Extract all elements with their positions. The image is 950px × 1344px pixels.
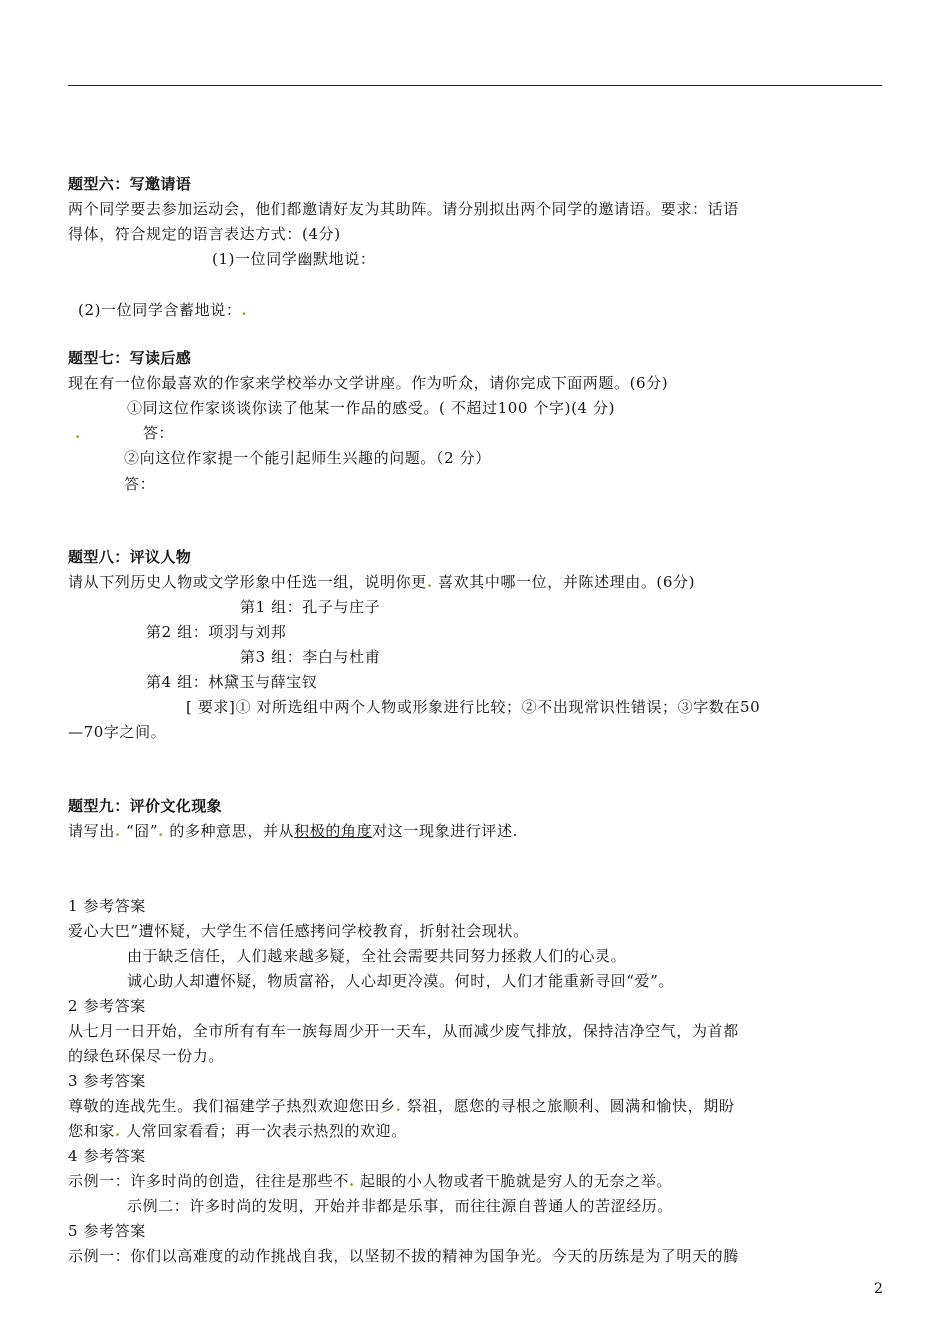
- answer-2-line-1: 从七月一日开始，全市所有有车一族每周少开一天车，从而减少废气排放，保持洁净空气，为首都: [68, 1022, 739, 1040]
- answer-2-line-2: 的绿色环保尽一份力。: [68, 1047, 225, 1065]
- section-7-line-4: ②向这位作家提一个能引起师生兴趣的问题。（2 分）: [124, 449, 491, 467]
- section-7-answer-label-2: 答：: [124, 475, 156, 493]
- section-heading-6: 题型六：写邀请语: [68, 175, 192, 193]
- section-9-line-1: [68, 821, 518, 841]
- page-number: 2: [874, 1281, 883, 1297]
- marker-dot: .: [348, 1172, 355, 1190]
- section-7-line-3: [75, 423, 174, 443]
- section-9-part-5: 对这一现象进行评述.: [372, 822, 518, 840]
- section-9-part-3: 的多种意思，并从: [169, 822, 295, 840]
- section-8-group-1: 第1 组：孔子与庄子: [240, 598, 381, 616]
- answer-3-line-2a: 您和家: [68, 1122, 115, 1140]
- answer-1-title: 1 参考答案: [68, 897, 146, 915]
- section-heading-9: 题型九：评价文化现象: [68, 797, 223, 815]
- answer-3-line-1: [68, 1096, 734, 1116]
- answer-4-line-2: 示例二：许多时尚的发明，开始并非都是乐事，而往往源自普通人的苦涩经历。: [127, 1197, 674, 1215]
- answer-1-line-1: 爱心大巴”遭怀疑，大学生不信任感拷问学校教育，折射社会现状。: [68, 922, 529, 940]
- answer-3-title: 3 参考答案: [68, 1072, 146, 1090]
- section-6-line-2: 得体，符合规定的语言表达方式：(4分): [68, 225, 341, 243]
- marker-dot: .: [158, 822, 164, 840]
- underlined-phrase: 积极的角度: [294, 822, 373, 840]
- section-heading-7: 题型七：写读后感: [68, 349, 192, 367]
- section-heading-8: 题型八：评议人物: [68, 548, 192, 566]
- answer-3-line-2b: 人常回家看看；再一次表示热烈的欢迎。: [126, 1122, 407, 1140]
- marker-dot: .: [426, 573, 433, 591]
- answer-4-line-1b: 起眼的小人物或者干脆就是穷人的无奈之举。: [360, 1172, 673, 1190]
- answer-3-line-1a: 尊敬的连战先生。我们福建学子热烈欢迎您田乡: [68, 1097, 396, 1115]
- header-rule: [68, 85, 882, 86]
- section-7-answer-label-1: 答：: [142, 424, 175, 442]
- answer-4-line-1a: 示例一：许多时尚的创造，往往是那些不: [68, 1172, 349, 1190]
- section-6-line-4-text: (2)一位同学含蓄地说：: [78, 301, 242, 319]
- answer-3-line-1b: 祭祖，愿您的寻根之旅顺利、圆满和愉快，期盼: [406, 1097, 735, 1115]
- answer-1-line-3: 诚心助人却遭怀疑，物质富裕，人心却更冷漠。何时，人们才能重新寻回“爱”。: [127, 972, 674, 990]
- answer-3-line-2: [68, 1121, 407, 1141]
- section-6-line-3: (1)一位同学幽默地说：: [212, 250, 376, 268]
- section-9-part-2: “囧”: [126, 822, 159, 840]
- section-8-line-1a: 请从下列历史人物或文学形象中任选一组，说明你更: [68, 573, 427, 591]
- answer-4-title: 4 参考答案: [68, 1147, 146, 1165]
- answer-5-line-1: 示例一：你们以高难度的动作挑战自我，以坚韧不拔的精神为国争光。今天的历练是为了明天的腾: [68, 1247, 739, 1265]
- section-9-part-1: 请写出: [68, 822, 115, 840]
- answer-4-line-1: [68, 1171, 672, 1191]
- section-8-group-4: 第4 组：林黛玉与薛宝钗: [146, 673, 318, 691]
- section-8-line-1b: 喜欢其中哪一位，并陈述理由。(6分): [438, 573, 696, 591]
- marker-dot: .: [395, 1097, 402, 1115]
- marker-dot: .: [114, 1122, 121, 1140]
- marker-dot: .: [75, 424, 81, 442]
- section-6-line-4: [78, 300, 247, 320]
- section-8-line-1: [68, 572, 695, 592]
- section-6-line-1: 两个同学要去参加运动会，他们都邀请好友为其助阵。请分别拟出两个同学的邀请语。要求：话语: [68, 200, 739, 218]
- section-8-requirement-1: [ 要求]① 对所选组中两个人物或形象进行比较；②不出现常识性错误；③字数在50: [186, 698, 761, 716]
- marker-dot: .: [241, 301, 248, 319]
- section-7-line-1: 现在有一位你最喜欢的作家来学校举办文学讲座。作为听众，请你完成下面两题。(6分): [68, 374, 669, 392]
- marker-dot: .: [114, 822, 121, 840]
- answer-5-title: 5 参考答案: [68, 1222, 146, 1240]
- section-8-requirement-2: —70字之间。: [68, 723, 167, 741]
- section-7-line-2: ①同这位作家谈谈你读了他某一作品的感受。( 不超过100 个字)(4 分): [127, 399, 616, 417]
- section-8-group-2: 第2 组：项羽与刘邦: [146, 623, 287, 641]
- answer-2-title: 2 参考答案: [68, 997, 146, 1015]
- answer-1-line-2: 由于缺乏信任，人们越来越多疑，全社会需要共同努力拯救人们的心灵。: [127, 947, 627, 965]
- section-8-group-3: 第3 组：李白与杜甫: [240, 648, 381, 666]
